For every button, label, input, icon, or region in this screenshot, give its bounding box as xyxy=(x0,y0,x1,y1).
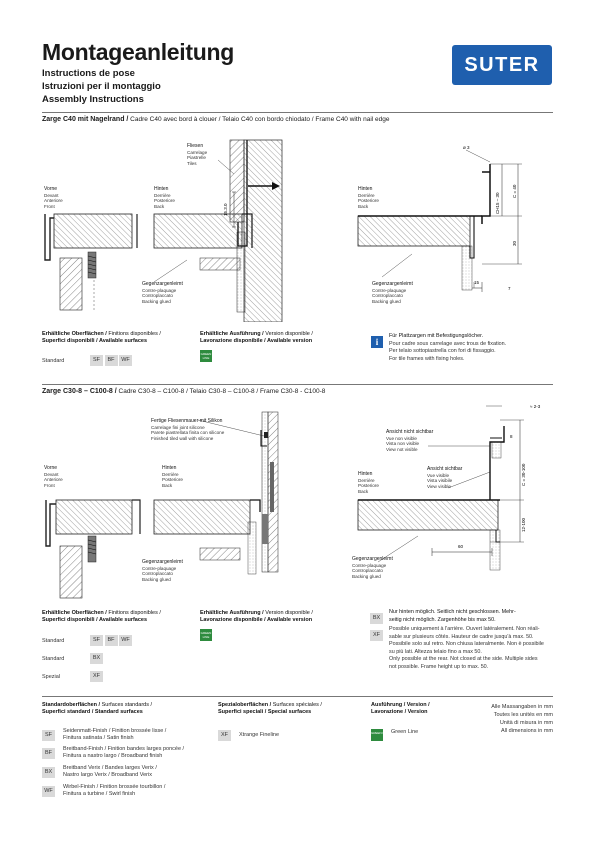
label-hinten-right: Hinten Derrière Posteriore Back xyxy=(358,186,379,209)
label-fliesen: Fliesen Carrelage Piastrelle Tiles xyxy=(187,143,208,166)
door-leaf-front-2 xyxy=(46,500,140,598)
dim-15: 15 xyxy=(474,280,480,285)
dim-c-30-100: C = 30-100 xyxy=(521,463,526,486)
label-vorne-2: Vorne Devant Anteriore Front xyxy=(44,465,63,488)
label-gegen-2: Gegenzargenleimt Contre-plaquage Controplaccato Backing glued xyxy=(142,559,183,582)
badge-bf: BF xyxy=(42,748,55,759)
badge-bx: BX xyxy=(42,767,55,778)
divider xyxy=(42,112,553,113)
dim-30: 30 xyxy=(512,240,517,246)
row-label: Standard xyxy=(42,357,65,364)
subtitle-fr: Instructions de pose xyxy=(42,68,135,79)
green-line-icon: GREEN LINE xyxy=(200,352,212,360)
dim-a3: ø 3 xyxy=(463,145,470,150)
label-ansicht-vis: Ansicht sichtbar Vue visible Vista visibile View visible xyxy=(427,466,463,489)
legend-sf: SFSeidenmatt-Finish / Finition brossée lisse / Finitura satinata / Satin finish xyxy=(42,728,166,742)
legend-green-line: GREEN LINE Green Line xyxy=(371,729,418,741)
s2-version-heading: Erhältliche Ausführung / Version disponible / Lavorazione disponibile / Available version xyxy=(200,610,313,623)
badge-bf: BF xyxy=(105,355,118,366)
badge-xf: XF xyxy=(370,630,383,641)
badge-bx: BX xyxy=(90,653,103,664)
std-surfaces-heading: Standardoberflächen / Surfaces standards / Superfici standard / Standard surfaces xyxy=(42,702,153,715)
green-line-icon: GREEN LINE xyxy=(371,729,383,741)
s2-surface-row-2 xyxy=(42,650,105,668)
subtitle-it: Istruzioni per il montaggio xyxy=(42,81,161,92)
spec-surfaces-heading: Spezialoberflächen / Surfaces spéciales / Superfici speciali / Special surfaces xyxy=(218,702,322,715)
badge-bf: BF xyxy=(105,635,118,646)
s2-note-xf: Possible uniquement à l'arrière. Ouvert latéralement. Non réali- sable sur plusieurs côtés. Hauteur de cadre jusqu'à max. 50. Possibile solo sul retro. Non chiusa lateralmente. Non è possibile su più lati. Altezza telaio fino a max 50. Only possible at the rear. Not closed at the side. Multiple sides not possible. Frame height up to max. 50. xyxy=(389,626,544,670)
s1-version-heading: Erhältliche Ausführung / Version disponible / Lavorazione disponibile / Available version xyxy=(200,331,313,344)
dim-ch: CH15 – 30 xyxy=(495,192,500,214)
section1-drawing xyxy=(42,132,553,322)
dim-60: 60 xyxy=(458,544,464,549)
section2-heading: Zarge C30-8 – C100-8 / Cadre C30-8 – C100-8 / Telaio C30-8 – C100-8 / Frame C30-8 - C100-8 xyxy=(42,388,326,395)
badge-bx: BX xyxy=(370,613,383,624)
dim-c40: C = 40 xyxy=(512,184,517,198)
label-gegen: Gegenzargenleimt Contre-plaquage Controplaccato Backing glued xyxy=(142,281,183,304)
legend-bx: BXBreitband Verix / Bandes larges Verix / Nastro largo Verix / Broadband Verix xyxy=(42,765,157,779)
label-ansicht-not: Ansicht nicht sichtbar Vue non visible Vista non visible View not visible xyxy=(386,429,434,452)
badge-wf: WF xyxy=(42,786,55,797)
legend-bf: BFBreitband-Finish / Finition bandes larges poncée / Finitura a nastro largo / Broadband finish xyxy=(42,746,184,760)
badge-wf: WF xyxy=(119,355,132,366)
green-line-icon: GREEN LINE xyxy=(200,631,212,639)
units-note: Alle Massangaben in mm Toutes les unités en mm Unità di misura in mm All dimensions in mm xyxy=(491,704,553,734)
section1-right xyxy=(358,150,522,292)
suter-logo: SUTER xyxy=(452,45,552,85)
label-hinten-2: Hinten Derrière Posteriore Back xyxy=(162,465,183,488)
dim-7: 7 xyxy=(508,286,511,291)
dim-12-100: 12-100 xyxy=(521,517,526,532)
section2-drawing xyxy=(42,402,553,600)
badge-sf: SF xyxy=(90,355,103,366)
label-hinten-2-right: Hinten Derrière Posteriore Back xyxy=(358,471,379,494)
s1-surface-row xyxy=(42,352,134,370)
badge-wf: WF xyxy=(119,635,132,646)
badge-sf: SF xyxy=(90,635,103,646)
label-gegen-right: Gegenzargenleimt Contre-plaquage Controplaccato Backing glued xyxy=(372,281,413,304)
s2-surfaces-heading: Erhältliche Oberflächen / Finitions disponibles / Superfici disponibili / Available surfaces xyxy=(42,610,161,623)
s2-note-bx: Nur hinten möglich. Seitlich nicht geschlossen. Mehr- seitig nicht möglich. Zargenhöhe bis max 50. xyxy=(389,609,516,623)
version-heading: Ausführung / Version / Lavorazione / Version xyxy=(371,702,430,715)
info-icon: i xyxy=(371,336,383,348)
label-gegen-2-right: Gegenzargenleimt Contre-plaquage Controplaccato Backing glued xyxy=(352,556,393,579)
dim-15-30: 15.3.0 xyxy=(223,203,228,216)
row-label: Spezial xyxy=(42,673,61,680)
legend-wf: WFWirbel-Finish / Finition brossée tourbillon / Finitura a turbine / Swirl finish xyxy=(42,784,165,798)
s1-info-note: Für Plattzargen mit Befestigungslöcher. Pour cadre sous carrelage avec trous de fixation. Per telaio sottopiastrella con fori di fissaggio. For tile frames with fixing holes. xyxy=(389,333,507,362)
divider xyxy=(42,384,553,385)
divider xyxy=(42,696,553,697)
badge-sf: SF xyxy=(42,730,55,741)
badge-xf: XF xyxy=(218,730,231,741)
s2-surface-row-1 xyxy=(42,632,134,650)
dim-8: 8 xyxy=(510,434,513,439)
screw xyxy=(88,252,96,278)
label-hinten: Hinten Derrière Posteriore Back xyxy=(154,186,175,209)
badge-xf: XF xyxy=(90,671,103,682)
subtitle-en: Assembly Instructions xyxy=(42,94,144,105)
row-label: Standard xyxy=(42,637,65,644)
dim-2-3: ≈ 2-3 xyxy=(530,404,541,409)
label-silikon: Fertige Fliesenmauer mit Silikon Carrelage fini joint silicone Parete piastrellata finita con silicone Finished tiled wall with silicone xyxy=(151,418,225,441)
legend-xf: XF Xtrange Fineline xyxy=(218,730,279,741)
label-vorne: Vorne Devant Anteriore Front xyxy=(44,186,63,209)
page-title: Montageanleitung xyxy=(42,39,234,65)
s2-surface-row-3 xyxy=(42,668,105,686)
row-label: Standard xyxy=(42,655,65,662)
section1-heading: Zarge C40 mit Nagelrand / Cadre C40 avec bord à clouer / Telaio C40 con bordo chiodato / Frame C40 with nail edge xyxy=(42,116,390,123)
s1-surfaces-heading: Erhältliche Oberflächen / Finitions disponibles / Superfici disponibili / Available surfaces xyxy=(42,331,161,344)
